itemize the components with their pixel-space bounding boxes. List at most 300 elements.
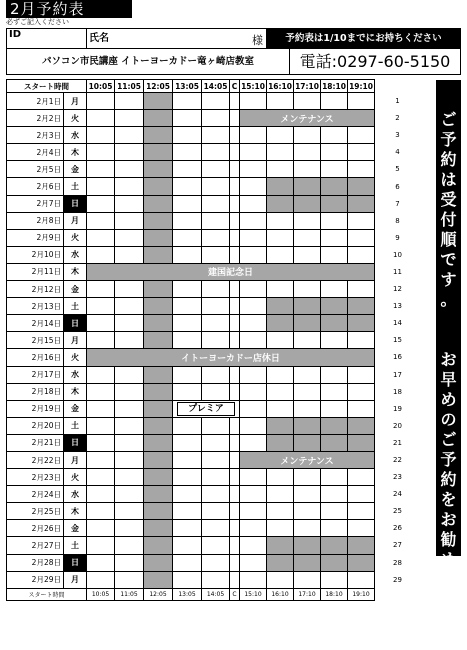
slot-cell[interactable] — [115, 127, 144, 144]
slot-cell[interactable] — [115, 281, 144, 298]
slot-cell[interactable] — [321, 520, 348, 537]
slot-cell[interactable] — [240, 127, 267, 144]
slot-cell[interactable] — [321, 571, 348, 588]
slot-cell[interactable] — [230, 281, 240, 298]
slot-cell[interactable] — [348, 127, 375, 144]
spacer — [375, 80, 387, 93]
slot-cell[interactable] — [294, 434, 321, 451]
slot-cell[interactable] — [348, 571, 375, 588]
slot-cell[interactable] — [87, 246, 115, 263]
slot-cell[interactable] — [230, 469, 240, 486]
slot-cell[interactable] — [294, 503, 321, 520]
time-header: 13:05 — [173, 80, 202, 93]
weekday-cell: 月 — [64, 332, 87, 349]
slot-cell[interactable] — [115, 434, 144, 451]
slot-cell[interactable] — [115, 520, 144, 537]
slot-cell[interactable] — [144, 520, 173, 537]
slot-cell[interactable] — [87, 315, 115, 332]
slot-cell[interactable] — [321, 383, 348, 400]
slot-cell[interactable] — [115, 212, 144, 229]
slot-cell[interactable] — [144, 571, 173, 588]
slot-cell[interactable] — [87, 571, 115, 588]
slot-cell[interactable] — [202, 554, 230, 571]
slot-cell[interactable] — [202, 571, 230, 588]
slot-cell[interactable] — [348, 503, 375, 520]
slot-cell[interactable] — [230, 110, 240, 127]
slot-cell[interactable] — [348, 434, 375, 451]
slot-cell[interactable] — [348, 195, 375, 212]
slot-cell[interactable] — [348, 417, 375, 434]
slot-cell[interactable] — [202, 298, 230, 315]
slot-cell[interactable] — [267, 400, 294, 417]
slot-cell[interactable] — [267, 434, 294, 451]
slot-cell[interactable] — [87, 93, 115, 110]
slot-cell[interactable] — [321, 469, 348, 486]
slot-cell[interactable] — [87, 366, 115, 383]
slot-cell[interactable] — [202, 93, 230, 110]
slot-cell[interactable] — [173, 554, 202, 571]
slot-cell[interactable] — [202, 161, 230, 178]
spacer — [375, 469, 387, 486]
slot-cell[interactable] — [267, 571, 294, 588]
slot-cell[interactable] — [348, 520, 375, 537]
slot-cell[interactable] — [267, 332, 294, 349]
slot-cell[interactable] — [144, 400, 173, 417]
slot-cell[interactable] — [348, 554, 375, 571]
slot-cell[interactable] — [321, 366, 348, 383]
slot-cell[interactable] — [267, 212, 294, 229]
slot-cell[interactable] — [267, 383, 294, 400]
slot-cell[interactable] — [267, 195, 294, 212]
slot-cell[interactable] — [202, 281, 230, 298]
slot-cell[interactable] — [173, 571, 202, 588]
slot-cell[interactable] — [115, 144, 144, 161]
slot-cell[interactable] — [87, 400, 115, 417]
slot-cell[interactable] — [294, 195, 321, 212]
slot-cell[interactable] — [348, 246, 375, 263]
slot-cell[interactable] — [294, 229, 321, 246]
slot-cell[interactable] — [240, 332, 267, 349]
slot-cell[interactable] — [321, 93, 348, 110]
slot-cell[interactable] — [321, 486, 348, 503]
slot-cell[interactable] — [173, 315, 202, 332]
slot-cell[interactable] — [173, 178, 202, 195]
slot-cell[interactable] — [348, 229, 375, 246]
slot-cell[interactable] — [230, 332, 240, 349]
slot-cell[interactable] — [144, 110, 173, 127]
slot-cell[interactable] — [173, 469, 202, 486]
slot-cell[interactable] — [144, 554, 173, 571]
slot-cell[interactable] — [144, 486, 173, 503]
slot-cell[interactable] — [144, 144, 173, 161]
slot-cell[interactable] — [173, 110, 202, 127]
slot-cell[interactable] — [202, 503, 230, 520]
slot-cell[interactable] — [267, 520, 294, 537]
slot-cell[interactable] — [240, 178, 267, 195]
slot-cell[interactable] — [321, 434, 348, 451]
slot-cell[interactable] — [202, 434, 230, 451]
slot-cell[interactable] — [240, 246, 267, 263]
slot-cell[interactable] — [294, 383, 321, 400]
slot-cell[interactable] — [348, 400, 375, 417]
slot-cell[interactable] — [348, 315, 375, 332]
slot-cell[interactable] — [230, 93, 240, 110]
slot-cell[interactable] — [115, 93, 144, 110]
slot-cell[interactable] — [87, 298, 115, 315]
slot-cell[interactable] — [173, 93, 202, 110]
slot-cell[interactable] — [115, 110, 144, 127]
slot-cell[interactable] — [294, 246, 321, 263]
slot-cell[interactable] — [240, 366, 267, 383]
slot-cell[interactable] — [230, 246, 240, 263]
slot-cell[interactable] — [115, 298, 144, 315]
slot-cell[interactable] — [230, 503, 240, 520]
slot-cell[interactable] — [230, 178, 240, 195]
slot-cell[interactable] — [267, 246, 294, 263]
slot-cell[interactable] — [173, 451, 202, 468]
slot-cell[interactable] — [144, 93, 173, 110]
slot-cell[interactable] — [348, 144, 375, 161]
slot-cell[interactable] — [348, 537, 375, 554]
slot-cell[interactable] — [173, 332, 202, 349]
slot-cell[interactable] — [294, 417, 321, 434]
slot-cell[interactable] — [115, 400, 144, 417]
slot-cell[interactable] — [321, 298, 348, 315]
table-row — [7, 349, 409, 366]
slot-cell[interactable] — [294, 366, 321, 383]
slot-cell[interactable] — [115, 178, 144, 195]
slot-cell[interactable] — [294, 400, 321, 417]
slot-cell[interactable] — [144, 127, 173, 144]
slot-cell[interactable] — [87, 554, 115, 571]
slot-cell[interactable] — [348, 486, 375, 503]
slot-cell[interactable] — [230, 212, 240, 229]
slot-cell[interactable] — [321, 127, 348, 144]
slot-cell[interactable] — [173, 537, 202, 554]
slot-cell[interactable] — [144, 451, 173, 468]
slot-cell[interactable] — [240, 212, 267, 229]
slot-cell[interactable] — [267, 366, 294, 383]
slot-cell[interactable] — [240, 400, 267, 417]
slot-cell[interactable] — [240, 383, 267, 400]
slot-cell[interactable] — [87, 469, 115, 486]
slot-cell[interactable] — [240, 469, 267, 486]
slot-cell[interactable] — [202, 212, 230, 229]
slot-cell[interactable] — [144, 229, 173, 246]
slot-cell[interactable] — [240, 298, 267, 315]
spacer — [375, 93, 387, 110]
slot-cell[interactable] — [144, 246, 173, 263]
slot-cell[interactable] — [294, 178, 321, 195]
slot-cell[interactable] — [173, 229, 202, 246]
slot-cell[interactable] — [144, 469, 173, 486]
slot-cell[interactable] — [87, 195, 115, 212]
slot-cell[interactable] — [267, 298, 294, 315]
slot-cell[interactable] — [87, 110, 115, 127]
slot-cell[interactable] — [115, 537, 144, 554]
slot-cell[interactable] — [173, 486, 202, 503]
slot-cell[interactable] — [202, 469, 230, 486]
slot-cell[interactable] — [115, 469, 144, 486]
slot-cell[interactable] — [348, 212, 375, 229]
slot-cell[interactable] — [87, 434, 115, 451]
slot-cell[interactable] — [294, 571, 321, 588]
slot-cell[interactable] — [115, 503, 144, 520]
slot-cell[interactable] — [115, 554, 144, 571]
slot-cell[interactable] — [202, 332, 230, 349]
slot-cell[interactable] — [144, 434, 173, 451]
slot-cell[interactable] — [144, 178, 173, 195]
slot-cell[interactable] — [267, 554, 294, 571]
slot-cell[interactable] — [240, 520, 267, 537]
slot-cell[interactable] — [267, 229, 294, 246]
slot-cell[interactable] — [87, 281, 115, 298]
slot-cell[interactable] — [294, 537, 321, 554]
slot-cell[interactable] — [267, 503, 294, 520]
slot-cell[interactable] — [173, 127, 202, 144]
slot-cell[interactable] — [294, 469, 321, 486]
slot-cell[interactable] — [202, 195, 230, 212]
slot-cell[interactable] — [230, 366, 240, 383]
slot-cell[interactable] — [294, 520, 321, 537]
slot-cell[interactable] — [294, 486, 321, 503]
slot-cell[interactable] — [230, 195, 240, 212]
slot-cell[interactable] — [87, 383, 115, 400]
slot-cell[interactable] — [321, 229, 348, 246]
slot-cell[interactable] — [202, 246, 230, 263]
slot-cell[interactable] — [294, 161, 321, 178]
slot-cell[interactable] — [348, 93, 375, 110]
slot-cell[interactable] — [230, 537, 240, 554]
slot-cell[interactable] — [230, 229, 240, 246]
slot-cell[interactable] — [240, 315, 267, 332]
slot-cell[interactable] — [202, 315, 230, 332]
slot-cell[interactable] — [87, 144, 115, 161]
slot-cell[interactable] — [173, 212, 202, 229]
weekday-cell: 木 — [64, 503, 87, 520]
slot-cell[interactable] — [144, 537, 173, 554]
slot-cell[interactable] — [230, 298, 240, 315]
slot-cell[interactable] — [115, 571, 144, 588]
slot-cell[interactable] — [115, 161, 144, 178]
slot-cell[interactable] — [321, 315, 348, 332]
slot-cell[interactable] — [267, 281, 294, 298]
slot-cell[interactable] — [173, 503, 202, 520]
slot-cell[interactable] — [348, 161, 375, 178]
slot-cell[interactable] — [144, 366, 173, 383]
slot-cell[interactable] — [202, 110, 230, 127]
slot-cell[interactable] — [115, 195, 144, 212]
slot-cell[interactable] — [115, 486, 144, 503]
slot-cell[interactable] — [321, 332, 348, 349]
slot-cell[interactable] — [348, 178, 375, 195]
slot-cell[interactable] — [321, 246, 348, 263]
slot-cell[interactable] — [321, 400, 348, 417]
slot-cell[interactable] — [144, 315, 173, 332]
slot-cell[interactable] — [240, 554, 267, 571]
slot-cell[interactable] — [202, 229, 230, 246]
slot-cell[interactable] — [267, 486, 294, 503]
slot-cell[interactable] — [144, 503, 173, 520]
slot-cell[interactable] — [348, 469, 375, 486]
slot-cell[interactable] — [294, 93, 321, 110]
slot-cell[interactable] — [321, 161, 348, 178]
slot-cell[interactable] — [294, 127, 321, 144]
slot-cell[interactable] — [294, 298, 321, 315]
slot-cell[interactable] — [230, 161, 240, 178]
slot-cell[interactable] — [267, 127, 294, 144]
slot-cell[interactable] — [267, 315, 294, 332]
slot-cell[interactable] — [87, 537, 115, 554]
slot-cell[interactable] — [115, 383, 144, 400]
slot-cell[interactable] — [267, 417, 294, 434]
slot-cell[interactable] — [321, 281, 348, 298]
slot-cell[interactable] — [240, 281, 267, 298]
slot-cell[interactable] — [202, 537, 230, 554]
slot-cell[interactable] — [240, 571, 267, 588]
slot-cell[interactable] — [267, 537, 294, 554]
slot-cell[interactable] — [230, 127, 240, 144]
slot-cell[interactable] — [267, 178, 294, 195]
slot-cell[interactable] — [173, 383, 202, 400]
slot-cell[interactable] — [267, 161, 294, 178]
slot-cell[interactable] — [230, 383, 240, 400]
slot-cell[interactable] — [173, 366, 202, 383]
slot-cell[interactable] — [348, 383, 375, 400]
slot-cell[interactable] — [173, 144, 202, 161]
slot-cell[interactable] — [348, 366, 375, 383]
slot-cell[interactable] — [230, 417, 240, 434]
slot-cell[interactable] — [173, 520, 202, 537]
slot-cell[interactable] — [144, 298, 173, 315]
slot-cell[interactable] — [240, 486, 267, 503]
slot-cell[interactable] — [202, 520, 230, 537]
slot-cell[interactable] — [321, 417, 348, 434]
slot-cell[interactable] — [115, 315, 144, 332]
slot-cell[interactable] — [115, 417, 144, 434]
slot-cell[interactable] — [240, 161, 267, 178]
slot-cell[interactable] — [294, 281, 321, 298]
slot-cell[interactable] — [348, 298, 375, 315]
id-field[interactable] — [7, 29, 87, 49]
slot-cell[interactable] — [321, 554, 348, 571]
table-row — [7, 127, 409, 144]
slot-cell[interactable] — [144, 417, 173, 434]
slot-cell[interactable] — [240, 434, 267, 451]
slot-cell[interactable] — [173, 161, 202, 178]
slot-cell[interactable] — [348, 332, 375, 349]
slot-cell[interactable] — [294, 315, 321, 332]
slot-cell[interactable] — [202, 144, 230, 161]
slot-cell[interactable] — [202, 127, 230, 144]
slot-cell[interactable] — [202, 383, 230, 400]
slot-cell[interactable] — [321, 503, 348, 520]
slot-cell[interactable] — [294, 554, 321, 571]
slot-cell[interactable] — [230, 315, 240, 332]
slot-cell[interactable] — [144, 161, 173, 178]
row-number: 8 — [395, 216, 400, 225]
slot-cell[interactable] — [87, 178, 115, 195]
slot-cell[interactable] — [230, 486, 240, 503]
spacer — [375, 144, 387, 161]
slot-cell[interactable] — [321, 195, 348, 212]
slot-cell[interactable] — [230, 434, 240, 451]
slot-cell[interactable] — [202, 417, 230, 434]
slot-cell[interactable] — [144, 281, 173, 298]
slot-cell[interactable] — [87, 520, 115, 537]
slot-cell[interactable] — [267, 469, 294, 486]
slot-cell[interactable] — [240, 144, 267, 161]
time-header: C — [230, 80, 240, 93]
slot-cell[interactable] — [240, 93, 267, 110]
slot-cell[interactable] — [173, 195, 202, 212]
slot-cell[interactable] — [230, 451, 240, 468]
slot-cell[interactable] — [294, 212, 321, 229]
slot-cell[interactable] — [348, 281, 375, 298]
slot-cell[interactable] — [173, 434, 202, 451]
slot-cell[interactable] — [202, 178, 230, 195]
slot-cell[interactable] — [115, 332, 144, 349]
slot-cell[interactable] — [173, 417, 202, 434]
slot-cell[interactable] — [230, 144, 240, 161]
slot-cell[interactable] — [294, 332, 321, 349]
slot-cell[interactable] — [87, 503, 115, 520]
slot-cell[interactable] — [321, 144, 348, 161]
slot-cell[interactable] — [240, 195, 267, 212]
row-number: 10 — [393, 250, 402, 259]
slot-cell[interactable] — [87, 486, 115, 503]
slot-cell[interactable] — [173, 246, 202, 263]
slot-cell[interactable] — [144, 383, 173, 400]
slot-cell[interactable] — [87, 229, 115, 246]
slot-cell[interactable] — [321, 537, 348, 554]
slot-cell[interactable] — [230, 571, 240, 588]
slot-cell[interactable] — [173, 281, 202, 298]
name-field[interactable] — [87, 29, 267, 49]
slot-cell[interactable] — [240, 229, 267, 246]
premier-cell[interactable] — [173, 400, 240, 417]
slot-cell[interactable] — [144, 195, 173, 212]
slot-cell[interactable] — [173, 298, 202, 315]
slot-cell[interactable] — [87, 127, 115, 144]
slot-cell[interactable] — [230, 520, 240, 537]
slot-cell[interactable] — [87, 332, 115, 349]
slot-cell[interactable] — [87, 212, 115, 229]
row-number: 2 — [395, 114, 400, 123]
slot-cell[interactable] — [115, 229, 144, 246]
slot-cell[interactable] — [267, 93, 294, 110]
slot-cell[interactable] — [294, 144, 321, 161]
slot-cell[interactable] — [202, 451, 230, 468]
slot-cell[interactable] — [202, 366, 230, 383]
slot-cell[interactable] — [202, 486, 230, 503]
slot-cell[interactable] — [87, 417, 115, 434]
slot-cell[interactable] — [267, 144, 294, 161]
slot-cell[interactable] — [144, 212, 173, 229]
slot-cell[interactable] — [115, 246, 144, 263]
slot-cell[interactable] — [87, 161, 115, 178]
slot-cell[interactable] — [144, 332, 173, 349]
slot-cell[interactable] — [321, 178, 348, 195]
slot-cell[interactable] — [240, 503, 267, 520]
slot-cell[interactable] — [321, 212, 348, 229]
slot-cell[interactable] — [115, 451, 144, 468]
slot-cell[interactable] — [87, 451, 115, 468]
slot-cell[interactable] — [240, 537, 267, 554]
slot-cell[interactable] — [240, 417, 267, 434]
slot-cell[interactable] — [115, 366, 144, 383]
slot-cell[interactable] — [230, 554, 240, 571]
